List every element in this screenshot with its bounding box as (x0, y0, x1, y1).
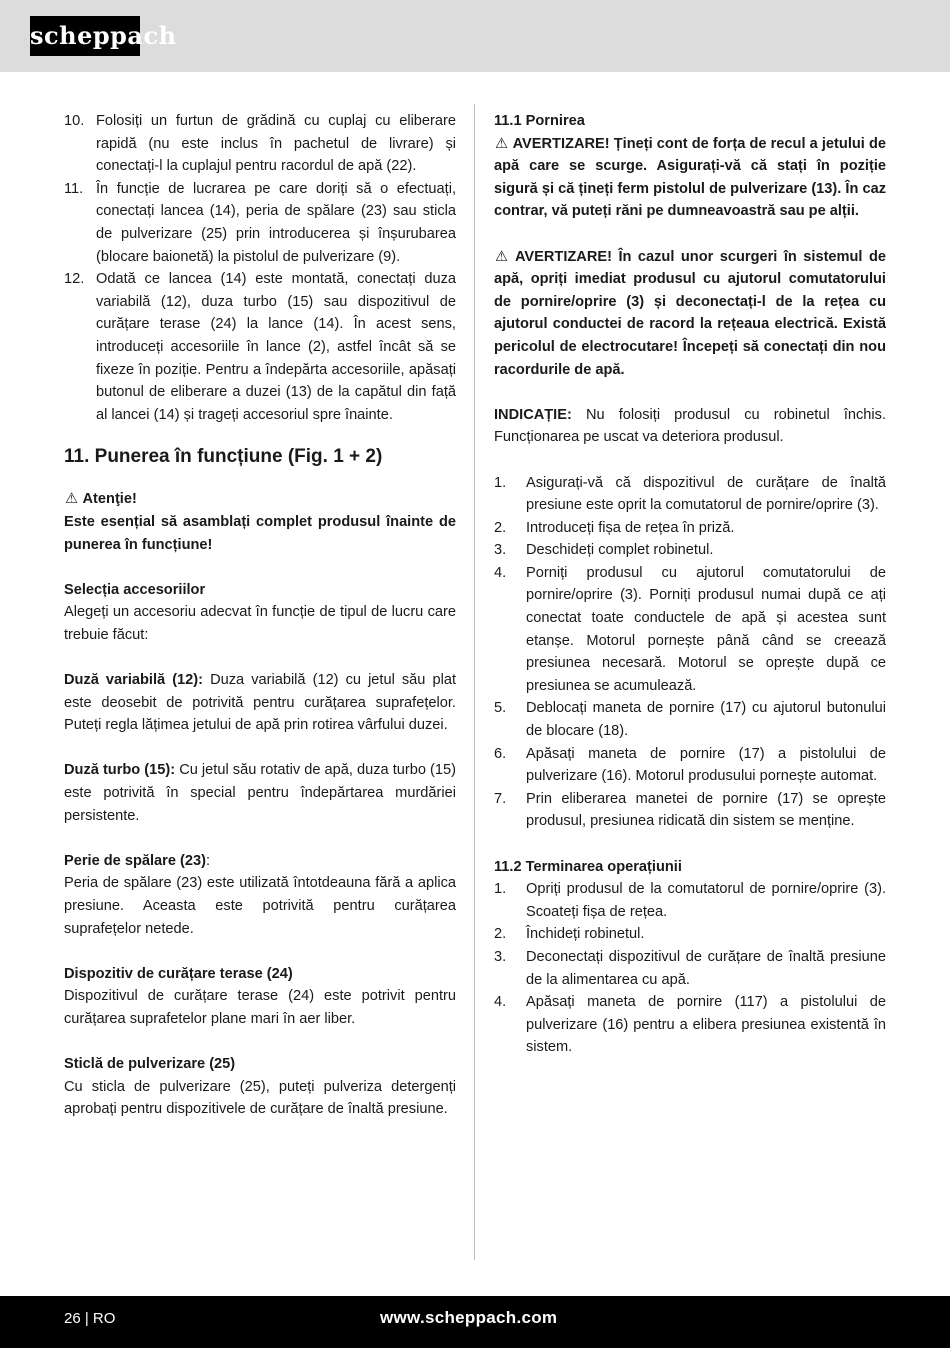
list-item: 11. În funcție de lucrarea pe care doriți să o efectuați, conectați lancea (14), peria de spălare (23) sau sticla de pulverizare (25) prin introducerea și înșurubarea (blocare baionetă) la pistolul de pulverizare (9). (64, 180, 456, 265)
list-item: 2. Închideți robinetul. (494, 926, 645, 943)
attention-text: Este esențial să asamblați complet produsul înainte de punerea în funcțiune! (64, 513, 456, 553)
list-item: 4. Apăsați maneta de pornire (117) a pistolului de pulverizare (16) pentru a elibera presiunea existentă în sistem. (494, 994, 886, 1056)
accessory-brush-text: Peria de spălare (23) este utilizată întotdeauna fără a aplica presiune. Aceasta este potrivită pentru curățarea suprafețelor netede. (64, 875, 456, 937)
page-number: 26 | RO (64, 1310, 116, 1327)
warning-icon: ⚠ (494, 135, 509, 152)
subsection-title-start: 11.1 Pornirea (494, 113, 585, 129)
accessory-variable-nozzle: Duză variabilă (12): Duza variabilă (12) cu jetul său plat este deosebit de potrivită pentru curățarea suprafețelor. Puteți regla lățimea jetului de apă prin rotirea vârfului duzei. (64, 672, 456, 734)
list-item: 12. Odată ce lancea (14) este montată, conectați duza variabilă (12), duza turbo (15) sau dispozitivul de curățare terase (24) la lance (14). În acest sens, introduceți accesoriile în lance (2), astfel încât să se fixeze în poziție. Pentru a îndepărta accesoriile, apăsați butonul de eliberare a duzei (13) de la capătul din față al lancei (14) și trageți accesoriul spre înainte. (64, 271, 456, 423)
accessory-spray-bottle-text: Cu sticla de pulverizare (25), puteți pulveriza detergenți aprobați pentru dispozitivele de curățare de înaltă presiune. (64, 1078, 456, 1118)
list-item: 10. Folosiți un furtun de grădină cu cuplaj cu eliberare rapidă (nu este inclus în pachetul de livrare) și conectați-l la cuplajul pentru racordul de apă (22). (64, 113, 456, 175)
list-item: 3. Deschideți complet robinetul. (494, 542, 714, 559)
warning-icon: ⚠ (494, 248, 509, 265)
subsection-title-end: 11.2 Terminarea operațiunii (494, 858, 682, 875)
list-item: 7. Prin eliberarea manetei de pornire (17) se oprește produsul, presiunea ridicată din sistem se menține. (494, 790, 886, 830)
list-item: 2. Introduceți fișa de rețea în priză. (494, 519, 735, 536)
warning-icon: ⚠ (64, 491, 79, 508)
assembly-steps-list (64, 110, 456, 426)
accessory-patio-text: Dispozitivul de curățare terase (24) este potrivit pentru curățarea suprafetelor plane mari în aer liber. (64, 988, 456, 1027)
accessory-turbo-nozzle: Duză turbo (15): Cu jetul său rotativ de apă, duza turbo (15) este potrivită în special pentru îndepărtarea murdăriei persistente. (64, 762, 457, 824)
page-footer (0, 1296, 950, 1348)
accessory-brush-title: Perie de spălare (23): (64, 852, 211, 869)
warning-leak: ⚠ AVERTIZARE! În cazul unor scurgeri în sistemul de apă, opriți imediat produsul cu ajutorul comutatorului de pornire/oprire (3) și deconectați-l de la rețea cu ajutorul conductei de racord la rețeaua electrică. Există pericolul de electrocutare! Începeți să conectați din nou racordurile de apă. (494, 246, 886, 382)
section-heading: 11. Punerea în funcțiune (Fig. 1 + 2) (64, 446, 383, 468)
start-steps-list (494, 472, 886, 834)
left-column (64, 110, 456, 1121)
warning-recoil: ⚠ AVERTIZARE! Țineți cont de forța de recul a jetului de apă care se scurge. Asigurați-vă că stați în poziție sigură și că țineți ferm pistolul de pulverizare (13). În caz contrar, vă puteți răni pe dumneavoastră sau pe alții. (494, 133, 886, 223)
selection-text: Alegeți un accesoriu adecvat în funcție de tipul de lucru care trebuie făcut: (64, 604, 456, 643)
list-item: 4. Porniți produsul cu ajutorul comutatorului de pornire/oprire (3). Porniți produsul numai după ce ați conectat toate conductele de apă și acestea sunt etanșe. Motorul pornește până când se creează presiunea necesară. Motorul se oprește după ce presiunea se acumulează. (494, 564, 886, 694)
website-link[interactable]: www.scheppach.com (380, 1308, 558, 1327)
list-item: 1. Asigurați-vă că dispozitivul de curățare de înaltă presiune este oprit la comutatorul de pornire/oprire (3). (494, 474, 886, 514)
list-item: 3. Deconectați dispozitivul de curățare de înaltă presiune de la alimentarea cu apă. (494, 948, 886, 988)
page-header (0, 0, 950, 72)
attention-title: ⚠ Atenţie! (64, 488, 456, 511)
right-column (494, 110, 886, 1059)
brand-logo: scheppach (30, 16, 140, 56)
end-steps-list (494, 878, 886, 1059)
column-divider (474, 104, 475, 1260)
accessory-spray-bottle-title: Sticlă de pulverizare (25) (64, 1056, 236, 1073)
accessory-patio-title: Dispozitiv de curățare terase (24) (64, 965, 293, 982)
note: INDICAȚIE: Nu folosiți produsul cu robinetul închis. Funcționarea pe uscat va deteriora produsul. (494, 406, 886, 446)
list-item: 1. Opriți produsul de la comutatorul de pornire/oprire (3). Scoateți fișa de rețea. (494, 881, 886, 920)
selection-title: Selecția accesoriilor (64, 581, 206, 598)
list-item: 6. Apăsați maneta de pornire (17) a pistolului de pulverizare (16). Motorul produsului pornește automat. (494, 745, 886, 785)
list-item: 5. Deblocați maneta de pornire (17) cu ajutorul butonului de blocare (18). (494, 700, 886, 740)
